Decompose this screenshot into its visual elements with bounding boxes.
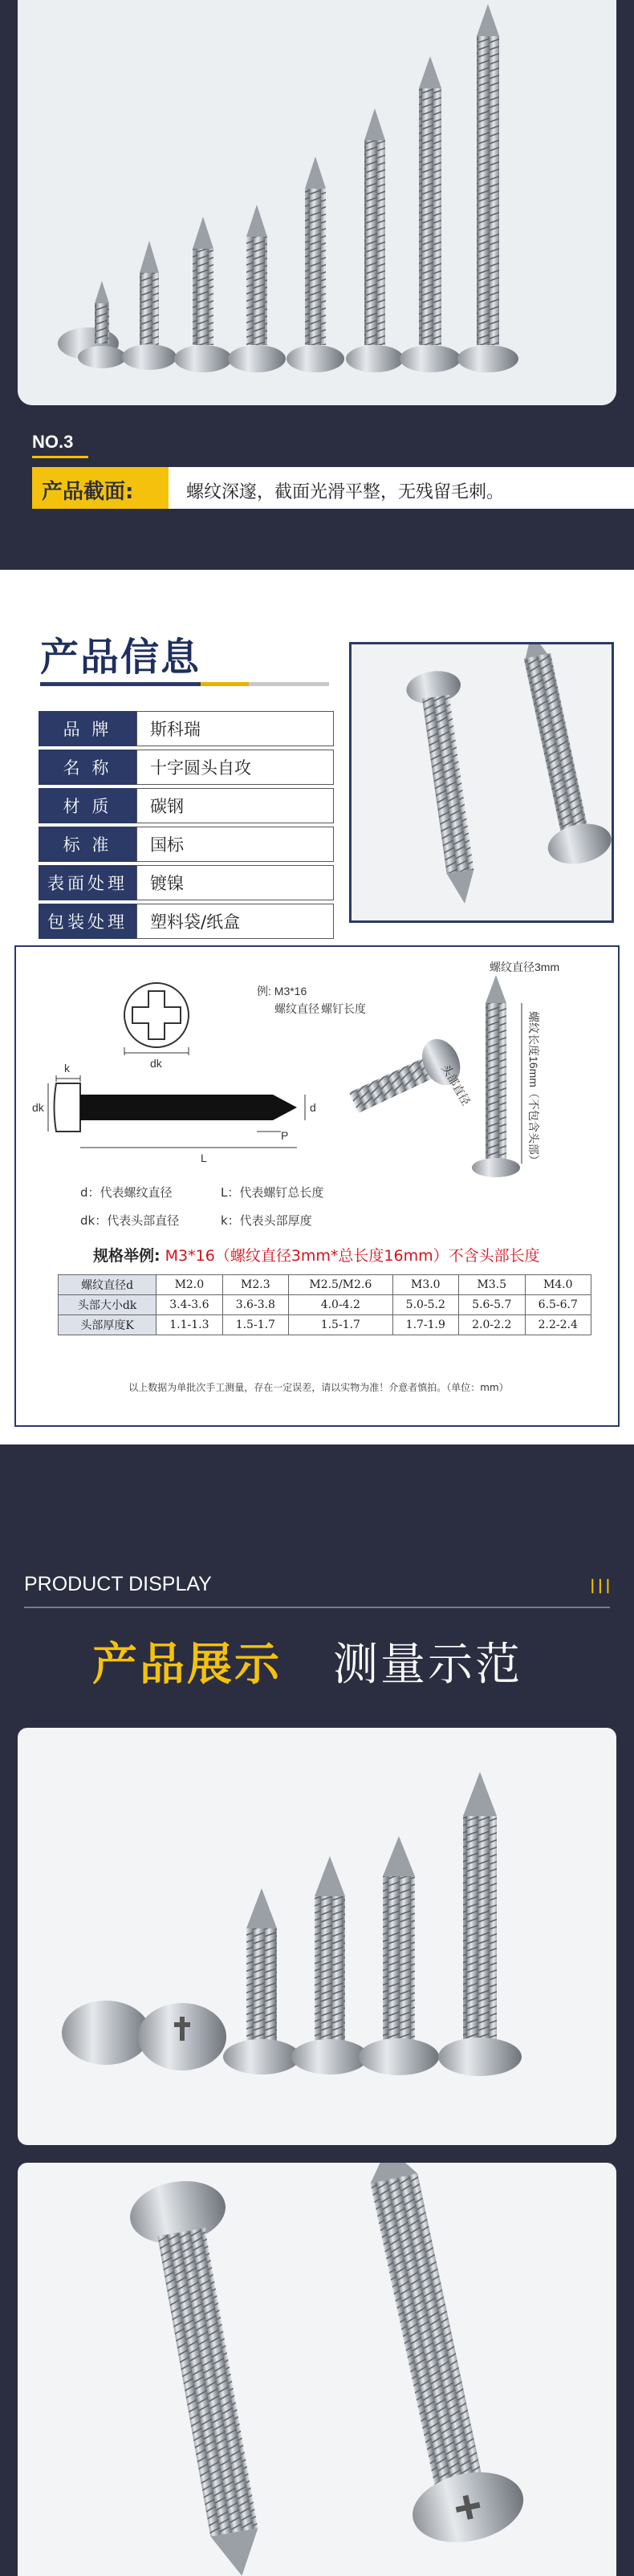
cross-section-banner xyxy=(0,417,634,570)
spec-example-thread: 螺纹直径 xyxy=(274,1002,319,1015)
table-cell: 4.0-4.2 xyxy=(289,1295,392,1315)
table-row xyxy=(39,750,334,785)
display-photo-closeup xyxy=(18,2163,616,2576)
spec-section xyxy=(0,939,634,1444)
display-photo-lineup xyxy=(18,1728,616,2145)
info-key: 名 称 xyxy=(39,750,136,785)
product-info-table xyxy=(39,708,334,942)
table-header: M4.0 xyxy=(525,1275,591,1295)
two-screws-photo xyxy=(349,642,614,923)
product-info-title: 产品信息 xyxy=(40,635,201,680)
table-row xyxy=(39,865,334,900)
head-diameter-label: 头部直径 xyxy=(439,1062,473,1107)
table-header: M2.5/M2.6 xyxy=(289,1275,392,1295)
dim-k: k xyxy=(64,1062,70,1075)
product-info-section xyxy=(0,570,634,939)
legend-dk: dk：代表头部直径 xyxy=(80,1213,180,1228)
top-photo-section xyxy=(0,0,634,417)
table-cell: 5.6-5.7 xyxy=(459,1295,525,1315)
info-value: 斯科瑞 xyxy=(136,711,334,746)
spec-diagram xyxy=(16,947,618,1180)
table-header: M3.5 xyxy=(459,1275,525,1295)
table-cell: 5.0-5.2 xyxy=(392,1295,458,1315)
table-row xyxy=(59,1315,591,1335)
info-key: 材 质 xyxy=(39,788,136,823)
display-title: 测量示范 xyxy=(333,1639,522,1691)
product-display-label: PRODUCT DISPLAY xyxy=(24,1573,212,1595)
dim-P: P xyxy=(281,1129,289,1142)
spec-example-length: 螺钉长度 xyxy=(321,1002,366,1015)
cross-section-title: 产品截面: xyxy=(42,480,134,504)
spec-frame xyxy=(14,945,620,1427)
table-cell: 2.2-2.4 xyxy=(525,1315,591,1335)
spec-note: 以上数据为单批次手工测量，存在一定误差，请以实物为准！介意者慎拍。（单位：mm） xyxy=(128,1382,509,1393)
table-row xyxy=(39,827,334,862)
section-number: NO.3 xyxy=(32,432,74,452)
table-cell: 头部厚度K xyxy=(59,1315,156,1335)
dim-dk-side: dk xyxy=(32,1101,44,1114)
section-underline xyxy=(32,456,88,458)
thread-diameter-label: 螺纹直径3mm xyxy=(490,961,560,973)
table-cell: 1.5-1.7 xyxy=(289,1315,392,1335)
info-key: 标 准 xyxy=(39,827,136,862)
table-header: M3.0 xyxy=(392,1275,458,1295)
info-value: 国标 xyxy=(136,827,334,862)
table-row xyxy=(59,1295,591,1315)
title-underline-gray xyxy=(249,682,329,686)
table-header: 螺纹直径d xyxy=(59,1275,156,1295)
cross-section-text: 螺纹深邃，截面光滑平整，无残留毛刺。 xyxy=(186,482,505,502)
legend-k: k：代表头部厚度 xyxy=(221,1213,312,1228)
spec-example xyxy=(93,1244,540,1266)
spec-example-text: M3*16（螺纹直径3mm*总长度16mm）不含头部长度 xyxy=(165,1247,540,1265)
table-row xyxy=(39,904,334,939)
info-key: 表面处理 xyxy=(39,865,136,900)
title-underline-accent xyxy=(201,682,249,686)
display-title-highlight: 产品展示 xyxy=(92,1639,282,1691)
spec-example-label: 规格举例: xyxy=(93,1247,161,1265)
table-header: M2.3 xyxy=(222,1275,288,1295)
product-display-section xyxy=(0,1444,634,2576)
dim-L: L xyxy=(201,1152,207,1164)
display-divider xyxy=(24,1607,610,1608)
table-row xyxy=(39,711,334,746)
thread-length-label: 螺纹长度16mm（不包含头部） xyxy=(527,1011,540,1166)
legend-d: d：代表螺纹直径 xyxy=(80,1185,173,1200)
info-value: 镀镍 xyxy=(136,865,334,900)
table-cell: 1.7-1.9 xyxy=(392,1315,458,1335)
screws-lineup-photo xyxy=(18,0,616,405)
info-key: 包装处理 xyxy=(39,904,136,939)
legend-L: L：代表螺钉总长度 xyxy=(221,1185,324,1200)
title-underline xyxy=(40,682,201,686)
info-value: 十字圆头自攻 xyxy=(136,750,334,785)
dim-d: d xyxy=(310,1101,316,1114)
table-cell: 1.1-1.3 xyxy=(156,1315,222,1335)
table-row xyxy=(59,1275,591,1295)
info-value: 塑料袋/纸盒 xyxy=(136,904,334,939)
table-cell: 2.0-2.2 xyxy=(459,1315,525,1335)
table-cell: 6.5-6.7 xyxy=(525,1295,591,1315)
spec-example-code: 例: M3*16 xyxy=(257,985,307,997)
table-row xyxy=(39,788,334,823)
table-cell: 1.5-1.7 xyxy=(222,1315,288,1335)
table-cell: 3.4-3.6 xyxy=(156,1295,222,1315)
table-cell: 头部大小dk xyxy=(59,1295,156,1315)
dim-dk-top: dk xyxy=(150,1057,162,1070)
info-key: 品 牌 xyxy=(39,711,136,746)
display-mark: ||| xyxy=(590,1577,613,1594)
table-header: M2.0 xyxy=(156,1275,222,1295)
spec-table xyxy=(58,1274,591,1335)
table-cell: 3.6-3.8 xyxy=(222,1295,288,1315)
info-value: 碳钢 xyxy=(136,788,334,823)
